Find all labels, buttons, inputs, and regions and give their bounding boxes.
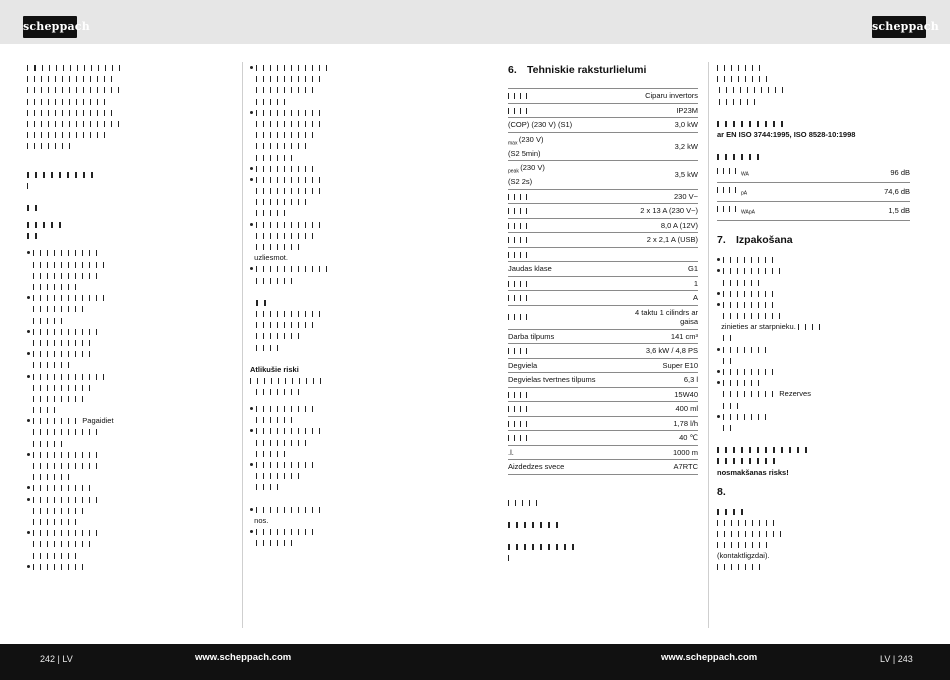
- text-line: [250, 73, 447, 84]
- spec-row: [508, 262, 698, 277]
- text-line: [717, 310, 910, 321]
- spec-value: 1: [628, 276, 698, 291]
- text-line: [717, 73, 910, 84]
- text-line: [717, 528, 910, 539]
- text-line: [717, 84, 910, 95]
- noise-value: 74,6 dB: [832, 183, 910, 202]
- section-heading-technical-data: 6. Tehniskie raksturlielumi: [508, 64, 647, 76]
- noise-values-table: [717, 164, 910, 221]
- spec-label: Aizdedzes svece: [508, 460, 628, 475]
- spec-row: [508, 344, 698, 359]
- spec-value: G1: [628, 262, 698, 277]
- spec-value: [628, 247, 698, 262]
- spec-label: [508, 305, 628, 329]
- spec-label: [508, 431, 628, 446]
- spec-value: 8,0 A (12V): [628, 218, 698, 233]
- text-line: [27, 359, 235, 370]
- text-line: [250, 275, 447, 286]
- list-item: [27, 326, 235, 337]
- text-line: [27, 337, 235, 348]
- spec-label: Darba tilpums: [508, 329, 628, 344]
- text-line: [27, 180, 235, 191]
- list-item: [27, 348, 235, 359]
- spec-row: [508, 161, 698, 190]
- text-line: [250, 470, 447, 481]
- spec-value: 4 taktu 1 cilindrs ar gaisa: [628, 305, 698, 329]
- column-divider: [708, 62, 709, 628]
- text-line: [717, 517, 910, 528]
- list-item: [27, 292, 235, 303]
- spec-label: [508, 103, 628, 118]
- website-link-right[interactable]: www.scheppach.com: [661, 652, 758, 663]
- spec-label: [508, 416, 628, 431]
- page-footer-bar: [0, 644, 950, 680]
- spec-value: 230 V~: [628, 189, 698, 204]
- text-line: [717, 539, 910, 550]
- text-fragment: Rezerves: [779, 389, 811, 399]
- spec-row: [508, 358, 698, 373]
- text-line: [250, 84, 447, 95]
- text-line: [27, 538, 235, 549]
- noise-label: WA: [717, 164, 832, 183]
- spec-label: [508, 89, 628, 104]
- spec-value: 3,2 kW: [628, 132, 698, 161]
- list-item: [250, 174, 447, 185]
- text-line: [27, 84, 235, 95]
- text-line: [717, 321, 910, 332]
- text-line: [27, 281, 235, 292]
- spec-value: 40 ℃: [628, 431, 698, 446]
- list-item: [27, 415, 235, 426]
- text-fragment: uzliesmot.: [254, 253, 288, 263]
- list-item: [717, 254, 910, 265]
- spec-row: [508, 416, 698, 431]
- list-item: [717, 288, 910, 299]
- text-line: [250, 252, 447, 263]
- text-line: [250, 207, 447, 218]
- text-line: [717, 118, 910, 129]
- spec-label: .l.: [508, 445, 628, 460]
- page-header-bar: [0, 0, 950, 44]
- text-line: [27, 303, 235, 314]
- text-line: [250, 330, 447, 341]
- scheppach-logo-right: scheppach: [872, 16, 926, 38]
- text-fragment: nos.: [254, 515, 269, 525]
- column-divider: [242, 62, 243, 628]
- spec-label: [508, 291, 628, 306]
- text-line: [27, 471, 235, 482]
- spec-value: 3,0 kW: [628, 118, 698, 133]
- spec-value: 15W40: [628, 387, 698, 402]
- noise-row: [717, 202, 910, 221]
- list-item: [250, 263, 447, 274]
- text-line: [250, 241, 447, 252]
- spec-row: [508, 118, 698, 133]
- text-line: [27, 140, 235, 151]
- text-line: [250, 386, 447, 397]
- text-line: [250, 537, 447, 548]
- text-line: [27, 96, 235, 107]
- list-item: [717, 377, 910, 388]
- list-item: [27, 527, 235, 538]
- text-line: [250, 129, 447, 140]
- standard-reference: ar EN ISO 3744:1995, ISO 8528-10:1998: [717, 129, 856, 139]
- text-line: [250, 319, 447, 330]
- text-line: [27, 438, 235, 449]
- list-item: [250, 526, 447, 537]
- spec-label: $_{max}$ (230 V) (S2 5min): [508, 132, 628, 161]
- spec-row: [508, 431, 698, 446]
- page-number-right: LV | 243: [880, 654, 913, 664]
- text-line: [27, 516, 235, 527]
- spec-label: Jaudas klase: [508, 262, 628, 277]
- left-page-column-2: [250, 62, 447, 628]
- spec-row: [508, 373, 698, 388]
- text-line: [27, 219, 235, 230]
- list-item: [27, 482, 235, 493]
- spec-row: [508, 305, 698, 329]
- website-link-left[interactable]: www.scheppach.com: [195, 652, 292, 663]
- text-line: [250, 414, 447, 425]
- spec-row: [508, 103, 698, 118]
- spec-label: Degvielas tvertnes tilpums: [508, 373, 628, 388]
- list-item: [717, 299, 910, 310]
- list-item: [27, 449, 235, 460]
- text-line: [717, 332, 910, 343]
- spec-value: 2 x 2,1 A (USB): [628, 233, 698, 248]
- spec-value: A: [628, 291, 698, 306]
- spec-label: [508, 204, 628, 219]
- spec-label: [508, 344, 628, 359]
- text-line: [717, 455, 910, 466]
- spec-value: 3,6 kW / 4,8 PS: [628, 344, 698, 359]
- text-line: [27, 550, 235, 561]
- spec-label: $_{peak}$ (230 V) (S2 2s): [508, 161, 628, 190]
- spec-value: 6,3 l: [628, 373, 698, 388]
- section-heading-8: 8.: [717, 485, 726, 498]
- text-line: [27, 426, 235, 437]
- spec-row: [508, 402, 698, 417]
- spec-label: [508, 402, 628, 417]
- text-line: [717, 277, 910, 288]
- spec-label: [508, 276, 628, 291]
- list-item: [27, 247, 235, 258]
- text-line: [250, 96, 447, 107]
- spec-label: [508, 218, 628, 233]
- text-line: [250, 185, 447, 196]
- text-line: [717, 62, 910, 73]
- scheppach-logo-left: scheppach: [23, 16, 77, 38]
- spec-row: [508, 189, 698, 204]
- spec-row: [508, 233, 698, 248]
- text-line: [250, 297, 447, 308]
- text-fragment: Pagaidiet: [82, 416, 114, 426]
- list-item: [27, 371, 235, 382]
- noise-value: 1,5 dB: [832, 202, 910, 221]
- text-line: [250, 308, 447, 319]
- list-item: [250, 459, 447, 470]
- spec-row: [508, 132, 698, 161]
- spec-value: IP23M: [628, 103, 698, 118]
- right-page-column-2: [717, 62, 910, 628]
- text-line: [250, 140, 447, 151]
- text-line: [27, 73, 235, 84]
- list-item: [27, 561, 235, 572]
- text-line: [250, 152, 447, 163]
- list-item: [250, 107, 447, 118]
- spec-label: [508, 387, 628, 402]
- text-line: [250, 481, 447, 492]
- list-item: [250, 403, 447, 414]
- spec-value: 1,78 l/h: [628, 416, 698, 431]
- text-line: [717, 506, 910, 517]
- text-line: [250, 342, 447, 353]
- text-line: [27, 118, 235, 129]
- list-item: [717, 366, 910, 377]
- text-line: [717, 561, 910, 572]
- text-line: [250, 448, 447, 459]
- section-heading-unpacking: 7. Izpakošana: [717, 234, 793, 247]
- text-line: [27, 393, 235, 404]
- spec-row: [508, 445, 698, 460]
- spec-label: (COP) (230 V) (S1): [508, 118, 628, 133]
- section-heading-residual-risks: Atlikušie riski: [250, 364, 299, 374]
- text-fragment: zinieties ar starpnieku.: [721, 322, 796, 332]
- text-line: [27, 169, 235, 180]
- spec-value: 3,5 kW: [628, 161, 698, 190]
- text-line: [717, 400, 910, 411]
- spec-row: [508, 291, 698, 306]
- text-line: [250, 196, 447, 207]
- spec-label: Degviela: [508, 358, 628, 373]
- spec-value: A7RTC: [628, 460, 698, 475]
- list-item: [717, 265, 910, 276]
- noise-label: WApA: [717, 202, 832, 221]
- text-line: [27, 230, 235, 241]
- spec-row: [508, 204, 698, 219]
- text-line: [250, 437, 447, 448]
- list-item: [250, 62, 447, 73]
- spec-row: [508, 329, 698, 344]
- list-item: [250, 163, 447, 174]
- text-line: [250, 118, 447, 129]
- spec-label: [508, 233, 628, 248]
- noise-row: [717, 183, 910, 202]
- text-line: [508, 552, 698, 563]
- text-line: [250, 230, 447, 241]
- text-line: [250, 375, 447, 386]
- text-line: [717, 444, 910, 455]
- list-item: [250, 425, 447, 436]
- technical-data-table: [508, 88, 698, 475]
- spec-value: Super E10: [628, 358, 698, 373]
- text-line: [717, 96, 910, 107]
- text-line: [717, 355, 910, 366]
- list-item: [250, 219, 447, 230]
- spec-value: 2 x 13 A (230 V~): [628, 204, 698, 219]
- noise-label: pA: [717, 183, 832, 202]
- text-line: [508, 541, 698, 552]
- list-item: [717, 411, 910, 422]
- text-line: [27, 460, 235, 471]
- spec-value: 1000 m: [628, 445, 698, 460]
- spec-label: [508, 189, 628, 204]
- list-item: [250, 504, 447, 515]
- text-line: [717, 151, 910, 162]
- noise-value: 96 dB: [832, 164, 910, 183]
- text-line: [27, 270, 235, 281]
- text-line: [27, 107, 235, 118]
- text-line: [508, 519, 698, 530]
- spec-row: [508, 387, 698, 402]
- text-line: [717, 388, 910, 399]
- text-line: [27, 404, 235, 415]
- spec-label: [508, 247, 628, 262]
- spec-row: [508, 276, 698, 291]
- text-line: [27, 505, 235, 516]
- left-page-column-1: [27, 62, 235, 628]
- right-page-column-1: [508, 62, 698, 628]
- spec-row: [508, 218, 698, 233]
- text-line: [717, 550, 910, 561]
- text-line: [250, 515, 447, 526]
- noise-row: [717, 164, 910, 183]
- text-line: [27, 382, 235, 393]
- text-line: [27, 202, 235, 213]
- spec-value: 141 cm³: [628, 329, 698, 344]
- text-line: [27, 259, 235, 270]
- list-item: [717, 344, 910, 355]
- spec-row: [508, 247, 698, 262]
- text-line: [27, 129, 235, 140]
- text-line: [27, 315, 235, 326]
- text-fragment: (kontaktligzdai).: [717, 551, 770, 561]
- spec-value: 400 ml: [628, 402, 698, 417]
- text-line: [508, 497, 698, 508]
- list-item: [27, 494, 235, 505]
- spec-row: [508, 89, 698, 104]
- text-line: [27, 62, 235, 73]
- page-number-left: 242 | LV: [40, 654, 73, 664]
- warning-text: nosmakšanas risks!: [717, 467, 789, 477]
- spec-value: Ciparu invertors: [628, 89, 698, 104]
- text-line: [717, 422, 910, 433]
- spec-row: [508, 460, 698, 475]
